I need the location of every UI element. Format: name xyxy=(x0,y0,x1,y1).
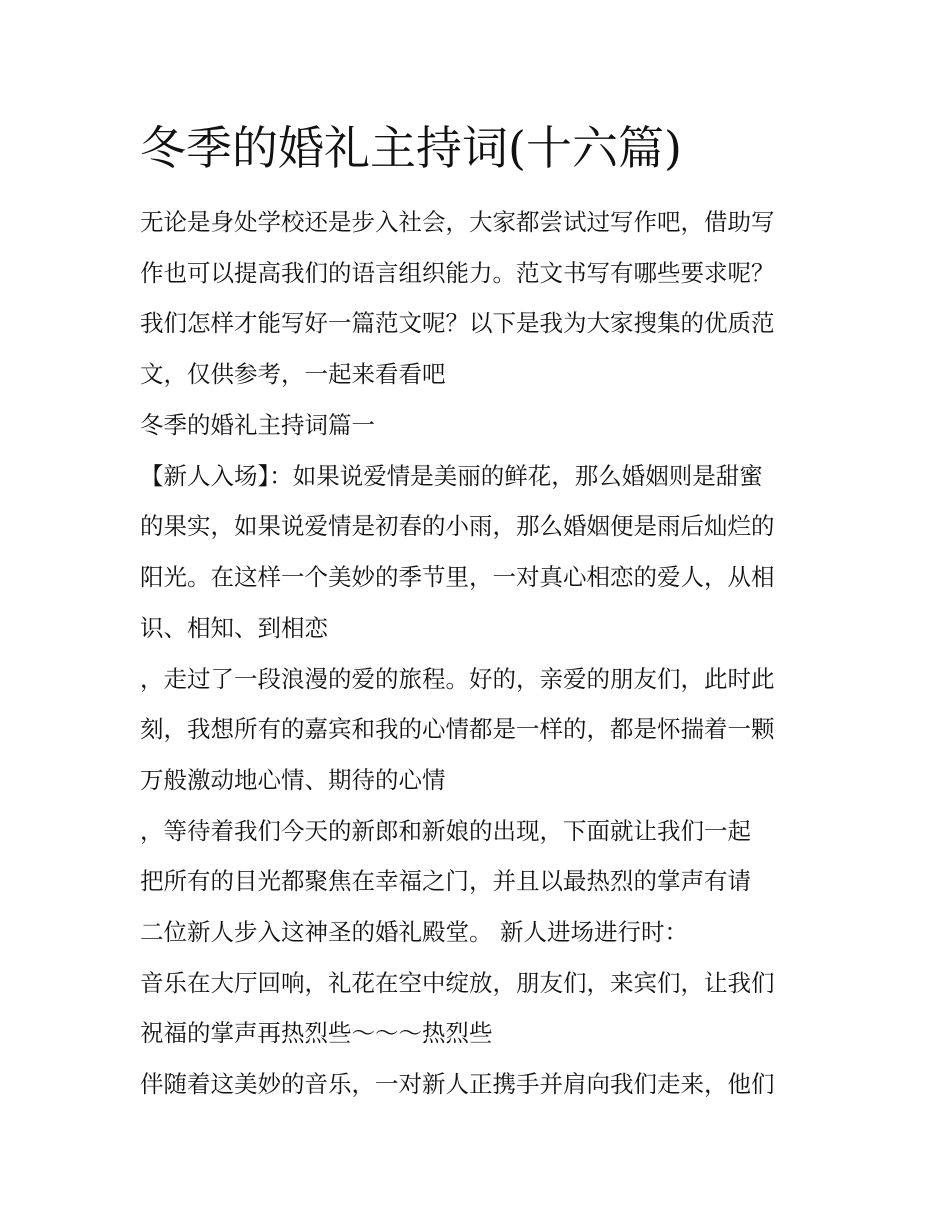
body-line: 文，仅供参考，一起来看看吧 xyxy=(140,360,446,388)
body-line: 把所有的目光都聚焦在幸福之门，并且以最热烈的掌声有请 xyxy=(140,867,751,895)
body-line: 我们怎样才能写好一篇范文呢？以下是我为大家搜集的优质范 xyxy=(140,309,775,337)
body-line: 阳光。在这样一个美妙的季节里，一对真心相恋的爱人，从相 xyxy=(140,563,775,591)
document-title: 冬季的婚礼主持词(十六篇) xyxy=(140,121,682,175)
body-line: 伴随着这美妙的音乐，一对新人正携手并肩向我们走来，他们 xyxy=(140,1070,775,1098)
section-heading: 冬季的婚礼主持词篇一 xyxy=(140,411,375,439)
body-line: 的果实，如果说爱情是初春的小雨，那么婚姻便是雨后灿烂的 xyxy=(140,512,775,540)
body-line: 二位新人步入这神圣的婚礼殿堂。 新人进场进行时： xyxy=(140,918,688,946)
body-line: 祝福的掌声再热烈些～～～热烈些 xyxy=(140,1019,493,1047)
body-line: 识、相知、到相恋 xyxy=(140,614,328,642)
body-line: 无论是身处学校还是步入社会，大家都尝试过写作吧，借助写 xyxy=(140,208,775,236)
body-line: 音乐在大厅回响，礼花在空中绽放，朋友们，来宾们，让我们 xyxy=(140,969,775,997)
body-line: 作也可以提高我们的语言组织能力。范文书写有哪些要求呢？ xyxy=(140,259,775,287)
body-line: ，走过了一段浪漫的爱的旅程。好的，亲爱的朋友们，此时此 xyxy=(140,665,775,693)
body-line: 刻，我想所有的嘉宾和我的心情都是一样的，都是怀揣着一颗 xyxy=(140,715,775,743)
body-line: ，等待着我们今天的新郎和新娘的出现，下面就让我们一起 xyxy=(140,817,751,845)
body-line: 万般激动地心情、期待的心情 xyxy=(140,766,446,794)
body-line: 【新人入场】：如果说爱情是美丽的鲜花，那么婚姻则是甜蜜 xyxy=(140,462,763,490)
